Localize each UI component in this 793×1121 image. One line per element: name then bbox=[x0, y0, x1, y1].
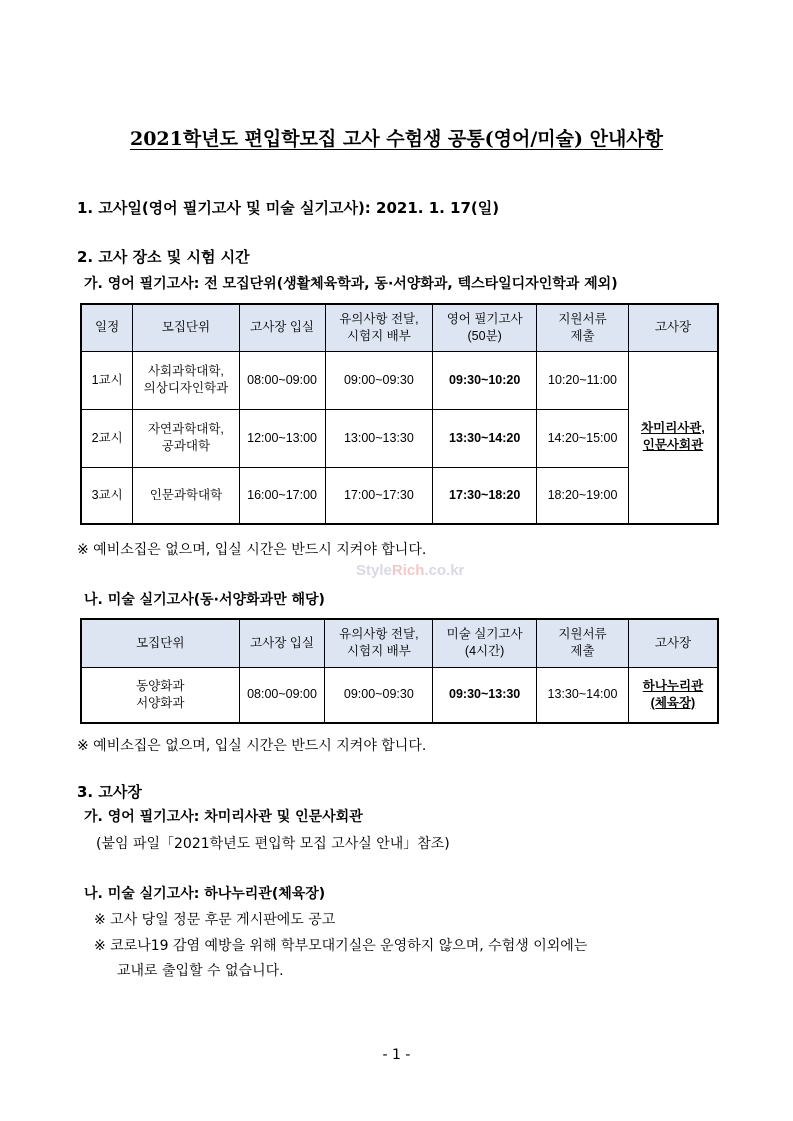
watermark-pre: Style bbox=[356, 562, 392, 579]
header-cell: 고사장 입실 bbox=[239, 619, 325, 667]
subsection-english-venue: 가. 영어 필기고사: 차미리사관 및 인문사회관 bbox=[84, 809, 363, 825]
cell-time: 10:20~11:00 bbox=[537, 351, 629, 409]
cell-time: 09:00~09:30 bbox=[325, 667, 433, 723]
header-cell: 영어 필기고사 (50분) bbox=[433, 304, 537, 351]
cell-exam-time: 17:30~18:20 bbox=[433, 467, 537, 524]
cell-time: 17:00~17:30 bbox=[325, 467, 433, 524]
cell-time: 08:00~09:00 bbox=[239, 667, 325, 723]
header-cell: 일정 bbox=[81, 304, 133, 351]
header-cell: 모집단위 bbox=[81, 619, 239, 667]
header-cell: 모집단위 bbox=[133, 304, 239, 351]
covid-note: ※ 코로나19 감염 예방을 위해 학부모대기실은 운영하지 않으며, 수험생 이외에는 bbox=[94, 938, 588, 954]
art-exam-table bbox=[80, 618, 719, 724]
cell-time: 14:20~15:00 bbox=[537, 409, 629, 467]
table-row bbox=[81, 667, 718, 723]
table-row bbox=[81, 467, 718, 524]
cell-period: 2교시 bbox=[81, 409, 133, 467]
english-exam-table bbox=[80, 303, 719, 525]
covid-note-cont: 교내로 출입할 수 없습니다. bbox=[117, 963, 284, 979]
section-exam-date: 1. 고사일(영어 필기고사 및 미술 실기고사): 2021. 1. 17(일) bbox=[77, 199, 500, 217]
subsection-art: 나. 미술 실기고사(동·서양화과만 해당) bbox=[84, 592, 325, 608]
cell-unit: 자연과학대학, 공과대학 bbox=[133, 409, 239, 467]
page-title: 2021학년도 편입학모집 고사 수험생 공통(영어/미술) 안내사항 bbox=[129, 128, 664, 150]
watermark bbox=[356, 562, 464, 579]
note-no-preliminary: ※ 예비소집은 없으며, 입실 시간은 반드시 지켜야 합니다. bbox=[77, 542, 427, 558]
header-cell: 지원서류 제출 bbox=[537, 619, 629, 667]
cell-time: 13:30~14:00 bbox=[537, 667, 629, 723]
table-header-row bbox=[81, 304, 718, 351]
cell-unit: 인문과학대학 bbox=[133, 467, 239, 524]
watermark-post: .co.kr bbox=[424, 562, 465, 579]
cell-unit: 사회과학대학, 의상디자인학과 bbox=[133, 351, 239, 409]
cell-time: 08:00~09:00 bbox=[239, 351, 325, 409]
attachment-note: (붙임 파일「2021학년도 편입학 모집 고사실 안내」참조) bbox=[96, 836, 450, 852]
table-row bbox=[81, 409, 718, 467]
header-cell: 고사장 bbox=[628, 304, 718, 351]
section-location-time: 2. 고사 장소 및 시험 시간 bbox=[77, 248, 250, 266]
watermark-mid: Rich bbox=[391, 562, 425, 579]
table-header-row bbox=[81, 619, 718, 667]
cell-venue: 하나누리관 (체육장) bbox=[628, 667, 718, 723]
header-cell: 고사장 bbox=[628, 619, 718, 667]
header-cell: 지원서류 제출 bbox=[537, 304, 629, 351]
header-cell: 유의사항 전달, 시험지 배부 bbox=[325, 619, 433, 667]
section-venues: 3. 고사장 bbox=[77, 783, 142, 801]
subsection-english: 가. 영어 필기고사: 전 모집단위(생활체육학과, 동·서양화과, 텍스타일디자인학과 제외) bbox=[84, 276, 618, 292]
cell-exam-time: 09:30~13:30 bbox=[433, 667, 537, 723]
cell-exam-time: 09:30~10:20 bbox=[433, 351, 537, 409]
notice-board-note: ※ 고사 당일 정문 후문 게시판에도 공고 bbox=[94, 912, 336, 928]
cell-time: 12:00~13:00 bbox=[239, 409, 325, 467]
page-number: - 1 - bbox=[382, 1047, 411, 1063]
header-cell: 고사장 입실 bbox=[239, 304, 325, 351]
cell-time: 18:20~19:00 bbox=[537, 467, 629, 524]
table-row bbox=[81, 351, 718, 409]
cell-period: 3교시 bbox=[81, 467, 133, 524]
cell-unit: 동양화과 서양화과 bbox=[81, 667, 239, 723]
cell-venue: 차미리사관, 인문사회관 bbox=[628, 351, 718, 524]
cell-period: 1교시 bbox=[81, 351, 133, 409]
cell-exam-time: 13:30~14:20 bbox=[433, 409, 537, 467]
header-cell: 미술 실기고사 (4시간) bbox=[433, 619, 537, 667]
cell-time: 16:00~17:00 bbox=[239, 467, 325, 524]
note-no-preliminary-art: ※ 예비소집은 없으며, 입실 시간은 반드시 지켜야 합니다. bbox=[77, 738, 427, 754]
header-cell: 유의사항 전달, 시험지 배부 bbox=[325, 304, 433, 351]
subsection-art-venue: 나. 미술 실기고사: 하나누리관(체육장) bbox=[84, 886, 326, 902]
cell-time: 13:00~13:30 bbox=[325, 409, 433, 467]
cell-time: 09:00~09:30 bbox=[325, 351, 433, 409]
